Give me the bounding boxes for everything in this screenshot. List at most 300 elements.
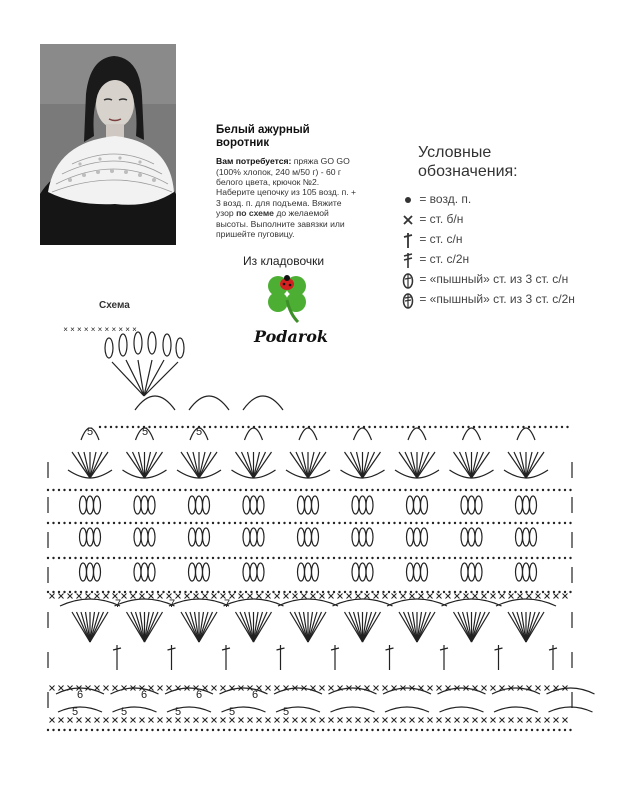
chain-row [371, 489, 373, 491]
chain-row [388, 729, 390, 731]
chain-row [228, 557, 230, 559]
chain-row [349, 522, 351, 524]
lower-arch [224, 599, 284, 606]
puff-stitch [243, 528, 250, 546]
cross-stitch [329, 686, 334, 691]
chain-row [404, 591, 406, 593]
chain-row [289, 522, 291, 524]
chain-row [162, 591, 164, 593]
puff-stitch [148, 563, 155, 581]
chain-row [256, 591, 258, 593]
chain-row [289, 557, 291, 559]
lower-fan-stitch [472, 612, 481, 642]
chain-row [443, 591, 445, 593]
chain-row [190, 489, 192, 491]
puff-stitch [203, 496, 210, 514]
chain-row [459, 729, 461, 731]
chain-row [495, 426, 497, 428]
brand-watermark: Podarok [254, 327, 329, 346]
chain-row [415, 591, 417, 593]
chain-row [102, 522, 104, 524]
cross-stitch [455, 594, 460, 599]
cross-stitch [248, 718, 253, 723]
chain-row [190, 729, 192, 731]
chain-row [448, 557, 450, 559]
chain-row [102, 729, 104, 731]
chain-row [349, 557, 351, 559]
chain-row [448, 489, 450, 491]
chain-row [294, 557, 296, 559]
cross-stitch [59, 686, 64, 691]
chain-row [283, 557, 285, 559]
bottom-arc [492, 688, 540, 694]
cross-stitch [338, 594, 343, 599]
chain-row [74, 591, 76, 593]
chain-row [289, 591, 291, 593]
puff-stitch [250, 496, 257, 514]
chain-row [129, 591, 131, 593]
puff-stitch [87, 563, 94, 581]
chain-row [69, 522, 71, 524]
row-number: 6 [195, 689, 203, 701]
chain-row [80, 729, 82, 731]
chain-row [503, 557, 505, 559]
chain-row [250, 522, 252, 524]
cross-stitch [293, 718, 298, 723]
chain-row [245, 729, 247, 731]
puff-stitch [530, 563, 537, 581]
chain-row [206, 729, 208, 731]
chain-row [459, 591, 461, 593]
chain-row [261, 729, 263, 731]
chain-row [256, 522, 258, 524]
cross-stitch [563, 718, 568, 723]
chain-row [85, 557, 87, 559]
chain-row [278, 489, 280, 491]
arch-loop [463, 428, 481, 440]
puff-stitch [461, 496, 468, 514]
chain-row [553, 729, 555, 731]
bottom-arc [549, 707, 593, 712]
puff-stitch [366, 496, 373, 514]
chain-row [234, 729, 236, 731]
chain-row [415, 522, 417, 524]
chain-row [157, 591, 159, 593]
chain-row [531, 522, 533, 524]
cross-stitch [428, 686, 433, 691]
chain-row [294, 729, 296, 731]
chain-row [146, 591, 148, 593]
chain-row [311, 729, 313, 731]
chain-row [412, 426, 414, 428]
chain-row [344, 489, 346, 491]
cross-stitch [491, 686, 496, 691]
fan-stitch [199, 452, 211, 478]
puff-stitch [80, 528, 87, 546]
chain-row [176, 426, 178, 428]
chain-row [465, 729, 467, 731]
legend-text: = ст. с/2н [419, 252, 470, 266]
cross-stitch [509, 594, 514, 599]
chain-row [437, 489, 439, 491]
puff-stitch [414, 496, 421, 514]
chain-row [286, 426, 288, 428]
cross-stitch [527, 718, 532, 723]
chain-row [305, 522, 307, 524]
puff-stitch [305, 496, 312, 514]
chain-row [399, 557, 401, 559]
chain-row [294, 591, 296, 593]
chain-row [58, 522, 60, 524]
cross-stitch [230, 594, 235, 599]
row-number: 6 [76, 689, 84, 701]
cross-stitch [77, 718, 82, 723]
chain-row [423, 426, 425, 428]
chain-row [399, 522, 401, 524]
puff-stitch [530, 496, 537, 514]
puff-3dc-icon [400, 271, 416, 289]
chain-row [63, 489, 65, 491]
chain-row [250, 729, 252, 731]
row-number: 6 [251, 689, 259, 701]
chain-row [366, 489, 368, 491]
chain-row [256, 557, 258, 559]
chain-row [170, 426, 172, 428]
cross-stitch [248, 594, 253, 599]
chain-row [118, 557, 120, 559]
chain-row [558, 729, 560, 731]
chain-row [448, 522, 450, 524]
chain-row [157, 522, 159, 524]
puff-stitch [359, 496, 366, 514]
chain-row [52, 557, 54, 559]
cross-stitch [185, 594, 190, 599]
chain-row [393, 729, 395, 731]
chain-row [58, 489, 60, 491]
chain-row [162, 522, 164, 524]
legend-text: = ст. б/н [419, 212, 464, 226]
chain-row [217, 557, 219, 559]
cross-stitch [374, 594, 379, 599]
chain-row [553, 557, 555, 559]
legend-row [400, 269, 575, 289]
puff-stitch [94, 563, 101, 581]
chain-row [393, 591, 395, 593]
chain-row [129, 522, 131, 524]
puff-stitch [80, 563, 87, 581]
chain-row [201, 522, 203, 524]
from-label: Из кладовочки [243, 254, 325, 268]
schema-label: Схема [99, 300, 130, 311]
chain-row [267, 591, 269, 593]
chain-row [344, 729, 346, 731]
cross-stitch [410, 718, 415, 723]
chain-row [335, 426, 337, 428]
chain-row [566, 426, 568, 428]
chain-row [327, 729, 329, 731]
chain-row [140, 591, 142, 593]
chain-row [228, 522, 230, 524]
legend-row [400, 249, 575, 269]
chain-row [506, 426, 508, 428]
chain-row [410, 489, 412, 491]
legend-row [400, 229, 575, 249]
puff-stitch [366, 563, 373, 581]
chain-row [404, 489, 406, 491]
puff-stitch [148, 496, 155, 514]
small-arch [189, 396, 229, 410]
chain-row [91, 489, 93, 491]
chain-row [124, 557, 126, 559]
chain-row [432, 557, 434, 559]
cross-stitch [86, 594, 91, 599]
cross-stitch [104, 718, 109, 723]
chain-row [297, 426, 299, 428]
chain-row [558, 591, 560, 593]
chain-row [275, 426, 277, 428]
treble-crochet-icon [400, 251, 416, 269]
cross-stitch [464, 718, 469, 723]
chain-row [371, 729, 373, 731]
chain-row [85, 729, 87, 731]
chain-row [531, 489, 533, 491]
chain-row [327, 489, 329, 491]
cross-stitch [257, 718, 262, 723]
chain-row [225, 426, 227, 428]
fan-stitch [145, 452, 157, 478]
chain-row [47, 591, 49, 593]
puff-stitch [468, 528, 475, 546]
chain-row [393, 489, 395, 491]
cross-stitch [356, 594, 361, 599]
cross-stitch [203, 718, 208, 723]
chain-row [311, 522, 313, 524]
chain-row [256, 489, 258, 491]
chain-row [360, 522, 362, 524]
chain-row [454, 557, 456, 559]
chain-row [173, 489, 175, 491]
bottom-arc [113, 707, 157, 712]
chain-row [456, 426, 458, 428]
cross-stitch [374, 718, 379, 723]
chain-row [454, 522, 456, 524]
chain-row [437, 522, 439, 524]
instructions-bold: по схеме [236, 208, 274, 219]
cross-stitch [437, 718, 442, 723]
chain-row [533, 426, 535, 428]
lower-fan-stitch [199, 612, 208, 642]
chain-row [234, 557, 236, 559]
chain-row [264, 426, 266, 428]
lower-fan-stitch [517, 612, 526, 642]
chain-row [261, 489, 263, 491]
cross-stitch [122, 594, 127, 599]
puff-stitch [407, 528, 414, 546]
chain-row [85, 489, 87, 491]
puff-stitch [468, 496, 475, 514]
chain-row [135, 591, 137, 593]
chain-row [448, 729, 450, 731]
chain-row [74, 729, 76, 731]
cross-stitch [536, 594, 541, 599]
puff-stitch [148, 528, 155, 546]
chain-row [267, 557, 269, 559]
cross-stitch [302, 718, 307, 723]
cross-stitch [95, 594, 100, 599]
chain-row [465, 591, 467, 593]
chain-row [305, 591, 307, 593]
cross-stitch [68, 594, 73, 599]
chain-row [478, 426, 480, 428]
chain-row [465, 489, 467, 491]
chain-row [124, 591, 126, 593]
chain-row [396, 426, 398, 428]
chain-row [283, 591, 285, 593]
chain-row [324, 426, 326, 428]
chain-row [69, 591, 71, 593]
fan-stitch [187, 452, 199, 478]
chain-row [333, 591, 335, 593]
chain-row [291, 426, 293, 428]
chain-row [459, 489, 461, 491]
puff-stitch [305, 563, 312, 581]
chain-row [239, 489, 241, 491]
chain-row [256, 729, 258, 731]
cross-stitch [545, 594, 550, 599]
chain-row [168, 522, 170, 524]
chain-row [203, 426, 205, 428]
arch-loop [354, 428, 372, 440]
puff-stitch [305, 528, 312, 546]
fan-stitch [526, 452, 538, 478]
puff-stitch [312, 496, 319, 514]
chain-row [520, 591, 522, 593]
cross-stitch [491, 718, 496, 723]
chain-row [151, 489, 153, 491]
chain-row [47, 489, 49, 491]
cross-stitch [284, 718, 289, 723]
chain-row [415, 557, 417, 559]
cross-stitch [239, 718, 244, 723]
chain-row [421, 522, 423, 524]
double-crochet-icon [400, 231, 416, 249]
chain-row [388, 591, 390, 593]
chain-row [322, 489, 324, 491]
cross-stitch [365, 718, 370, 723]
chain-row [74, 522, 76, 524]
chain-row [553, 489, 555, 491]
cross-stitch [554, 594, 559, 599]
chain-row [429, 426, 431, 428]
chain-row [333, 557, 335, 559]
cross-stitch [428, 594, 433, 599]
chain-row [179, 557, 181, 559]
lower-fan-stitch [363, 612, 372, 642]
cross-stitch [266, 718, 271, 723]
chain-row [410, 557, 412, 559]
chain-row [454, 729, 456, 731]
chain-row [173, 729, 175, 731]
cross-stitch [401, 718, 406, 723]
cross-stitch [284, 594, 289, 599]
chain-row [432, 591, 434, 593]
puff-stitch [421, 528, 428, 546]
top-fan-crosses [63, 325, 137, 334]
chain-row [542, 489, 544, 491]
chain-row [355, 522, 357, 524]
chain-row [481, 591, 483, 593]
cross-stitch [149, 594, 154, 599]
cross-stitch [482, 686, 487, 691]
chain-row [355, 729, 357, 731]
chain-row [118, 522, 120, 524]
chain-row [278, 591, 280, 593]
cross-stitch [545, 686, 550, 691]
fan-stitch [296, 452, 308, 478]
chain-row [151, 729, 153, 731]
cross-stitch [104, 594, 109, 599]
chain-row [126, 426, 128, 428]
chain-row [217, 522, 219, 524]
cross-stitch [464, 594, 469, 599]
chain-row [498, 591, 500, 593]
puff-stitch [414, 528, 421, 546]
cross-stitch [428, 718, 433, 723]
chain-row [437, 557, 439, 559]
cross-stitch [473, 718, 478, 723]
lower-fan-stitch [299, 612, 308, 642]
chain-row [157, 557, 159, 559]
chain-row [553, 591, 555, 593]
chain-row [500, 426, 502, 428]
fan-stitch [472, 452, 484, 478]
puff-stitch [523, 563, 530, 581]
chain-row [514, 522, 516, 524]
chain-row [434, 426, 436, 428]
chain-row [272, 729, 274, 731]
chain-row [498, 557, 500, 559]
chain-row [113, 489, 115, 491]
chain-row [344, 591, 346, 593]
chain-row [201, 557, 203, 559]
chain-row [102, 591, 104, 593]
legend-text: = возд. п. [419, 192, 472, 206]
chain-row [212, 591, 214, 593]
row-number: 5 [228, 706, 236, 718]
puff-stitch [189, 563, 196, 581]
puff-stitch [250, 563, 257, 581]
chain-row [536, 591, 538, 593]
chain-row [476, 522, 478, 524]
puff-stitch [243, 496, 250, 514]
chain-row [212, 489, 214, 491]
fan-stitch [363, 452, 375, 478]
cross-stitch [158, 686, 163, 691]
chain-row [201, 489, 203, 491]
chain-row [432, 729, 434, 731]
lower-fan-stitch [308, 612, 317, 642]
cross-stitch [50, 718, 55, 723]
cross-stitch [482, 718, 487, 723]
chain-row [236, 426, 238, 428]
instructions-pre: Наберите цепочку из 105 возд. п. + 3 возд. п. для подъема. Вяжите узор [216, 187, 357, 219]
chain-row [107, 557, 109, 559]
chain-row [542, 522, 544, 524]
chain-row [357, 426, 359, 428]
arch-number: 5 [141, 426, 149, 438]
chain-row [283, 522, 285, 524]
chain-row [294, 522, 296, 524]
